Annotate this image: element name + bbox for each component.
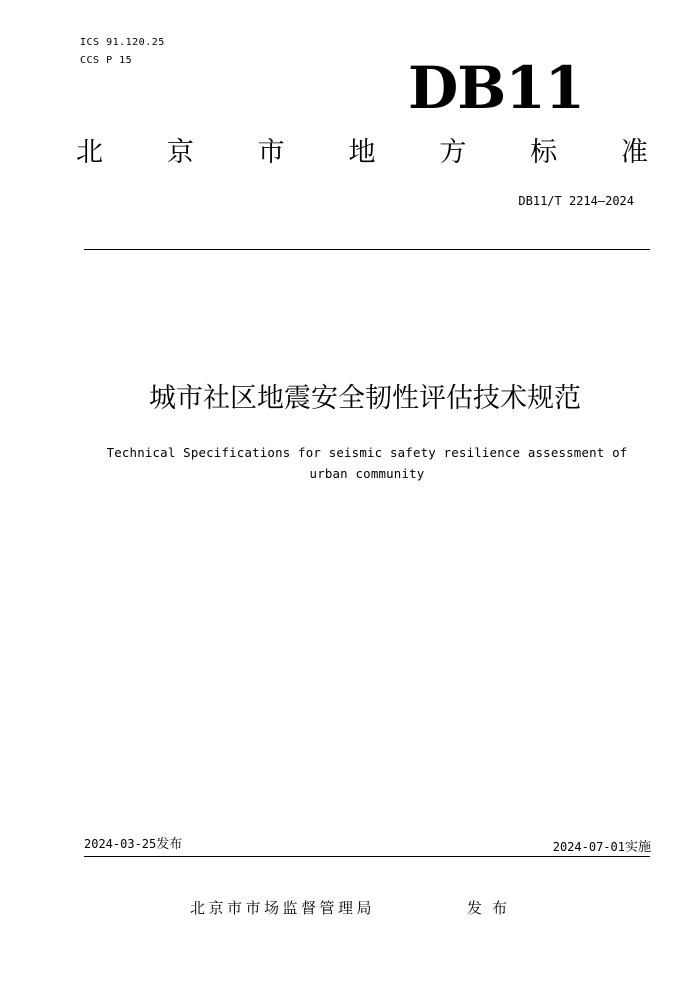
standard-number: DB11/T 2214—2024 xyxy=(518,194,634,208)
ics-code: ICS 91.120.25 xyxy=(80,37,165,48)
document-title-english: Technical Specifications for seismic safety resilience assessment of urban community xyxy=(106,445,628,481)
db11-logo: DB11 xyxy=(408,54,585,122)
issue-date xyxy=(84,835,182,854)
issue-date-value: 2024-03-25 xyxy=(84,837,157,851)
standard-type-char: 准 xyxy=(620,137,648,168)
header-divider xyxy=(84,249,650,250)
standard-type-char: 方 xyxy=(439,137,467,168)
standard-type-char: 北 xyxy=(76,137,103,168)
ccs-code: CCS P 15 xyxy=(80,55,133,66)
document-title-chinese: 城市社区地震安全韧性评估技术规范 xyxy=(149,383,581,414)
implementation-date-label: 实施 xyxy=(624,840,651,855)
standard-type-char: 地 xyxy=(348,137,376,168)
footer-divider xyxy=(84,856,650,857)
publisher-name: 北京市市场监督管理局 xyxy=(190,899,376,917)
standard-type-char: 市 xyxy=(257,137,285,168)
standard-type-title xyxy=(76,135,648,171)
implementation-date xyxy=(553,838,651,857)
implementation-date-value: 2024-07-01 xyxy=(552,840,625,854)
issue-date-label: 发布 xyxy=(156,837,183,852)
standard-type-char: 标 xyxy=(530,137,558,168)
standard-type-char: 京 xyxy=(166,137,194,168)
publish-label: 发布 xyxy=(467,899,518,917)
